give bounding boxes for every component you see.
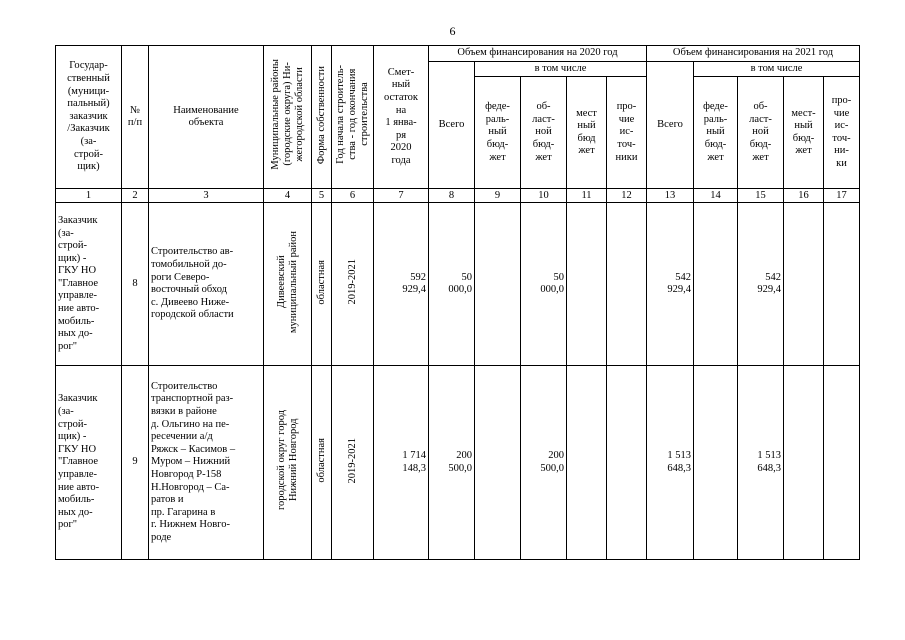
row-local-2021	[784, 366, 824, 560]
table-row	[56, 366, 860, 560]
column-number: 7	[374, 189, 429, 203]
table-row	[56, 203, 860, 366]
header-customer: Государ- ственный (муници- пальный) заказчик /Заказчик (за- строй- щик)	[56, 46, 122, 189]
header-local-2020: мест ный бюд жет	[567, 77, 607, 189]
page-number: 6	[449, 24, 456, 38]
column-number: 16	[784, 189, 824, 203]
column-number: 3	[149, 189, 264, 203]
header-number: № п/п	[122, 46, 149, 189]
header-local-2021: мест- ный бюд- жет	[784, 77, 824, 189]
header-federal-2021: феде- раль- ный бюд- жет	[694, 77, 738, 189]
header-regional-2021: об- ласт- ной бюд- жет	[738, 77, 784, 189]
header-years-text: Год начала строитель- ства - год окончания строительства	[334, 65, 370, 165]
header-districts-text: Муниципальные районы (городские округа) Ни- жегородской области	[269, 59, 305, 171]
row-number: 9	[122, 366, 149, 560]
header-object-name: Наименование объекта	[149, 46, 264, 189]
header-funding-2020: Объем финансирования на 2020 год	[429, 46, 647, 62]
column-number: 13	[647, 189, 694, 203]
header-total-2020: Всего	[429, 61, 475, 189]
row-federal-2021	[694, 366, 738, 560]
column-number: 6	[332, 189, 374, 203]
header-ownership	[312, 46, 332, 189]
row-federal-2021	[694, 203, 738, 366]
row-federal-2020	[475, 203, 521, 366]
row-years	[332, 366, 374, 560]
row-ownership-text: областная	[315, 438, 327, 483]
header-regional-2020: об- ласт- ной бюд- жет	[521, 77, 567, 189]
header-funding-2021: Объем финансирования на 2021 год	[647, 46, 860, 62]
column-number: 17	[824, 189, 860, 203]
row-number: 8	[122, 203, 149, 366]
row-district	[264, 366, 312, 560]
header-remaining: Смет- ный остаток на 1 янва- ря 2020 года	[374, 46, 429, 189]
header-other-2021: про- чие ис- точ- ни- ки	[824, 77, 860, 189]
row-years-text: 2019-2021	[346, 259, 358, 305]
row-years	[332, 203, 374, 366]
row-total-2021: 1 513 648,3	[647, 366, 694, 560]
row-customer: Заказчик (за- строй- щик) - ГКУ НО "Главное управле- ние авто- мобиль- ных до- рог"	[56, 203, 122, 366]
column-number: 10	[521, 189, 567, 203]
row-total-2021: 542 929,4	[647, 203, 694, 366]
row-ownership	[312, 366, 332, 560]
row-other-2021	[824, 203, 860, 366]
header-including-2021: в том числе	[694, 61, 860, 77]
header-ownership-text: Форма собственности	[315, 65, 327, 164]
column-number: 12	[607, 189, 647, 203]
row-regional-2020: 50 000,0	[521, 203, 567, 366]
funding-table	[55, 45, 860, 560]
row-other-2020	[607, 366, 647, 560]
header-federal-2020: феде- раль- ный бюд- жет	[475, 77, 521, 189]
row-regional-2021: 1 513 648,3	[738, 366, 784, 560]
row-federal-2020	[475, 366, 521, 560]
row-object-name: Строительство транспортной раз- вязки в районе д. Ольгино на пе- ресечении а/д Ряжск – Касимов – Муром – Нижний Новгород Р-158 Н.Новгород – Са- ратов и пр. Гагарина в г. Нижнем Новго- роде	[149, 366, 264, 560]
row-ownership	[312, 203, 332, 366]
row-years-text: 2019-2021	[346, 437, 358, 484]
header-total-2021: Всего	[647, 61, 694, 189]
column-number: 11	[567, 189, 607, 203]
header-years	[332, 46, 374, 189]
row-object-name: Строительство ав- томобильной до- роги Северо- восточный обход с. Дивеево Ниже- городской области	[149, 203, 264, 366]
row-ownership-text: областная	[315, 259, 327, 305]
row-regional-2020: 200 500,0	[521, 366, 567, 560]
row-other-2020	[607, 203, 647, 366]
column-number: 14	[694, 189, 738, 203]
column-number: 9	[475, 189, 521, 203]
row-customer: Заказчик (за- строй- щик) - ГКУ НО "Главное управле- ние авто- мобиль- ных до- рог"	[56, 366, 122, 560]
row-regional-2021: 542 929,4	[738, 203, 784, 366]
column-number: 1	[56, 189, 122, 203]
row-district	[264, 203, 312, 366]
column-number: 8	[429, 189, 475, 203]
column-number: 15	[738, 189, 784, 203]
row-district-text: городской округ город Нижний Новгород	[275, 410, 299, 511]
row-remaining: 1 714 148,3	[374, 366, 429, 560]
row-district-text: Дивеевский муниципальный район	[275, 230, 299, 333]
row-other-2021	[824, 366, 860, 560]
column-number: 2	[122, 189, 149, 203]
header-including-2020: в том числе	[475, 61, 647, 77]
header-other-2020: про- чие ис- точ- ники	[607, 77, 647, 189]
header-districts	[264, 46, 312, 189]
row-total-2020: 200 500,0	[429, 366, 475, 560]
column-number: 4	[264, 189, 312, 203]
row-local-2020	[567, 203, 607, 366]
row-total-2020: 50 000,0	[429, 203, 475, 366]
row-local-2021	[784, 203, 824, 366]
row-local-2020	[567, 366, 607, 560]
row-remaining: 592 929,4	[374, 203, 429, 366]
column-number-row	[56, 189, 860, 203]
column-number: 5	[312, 189, 332, 203]
